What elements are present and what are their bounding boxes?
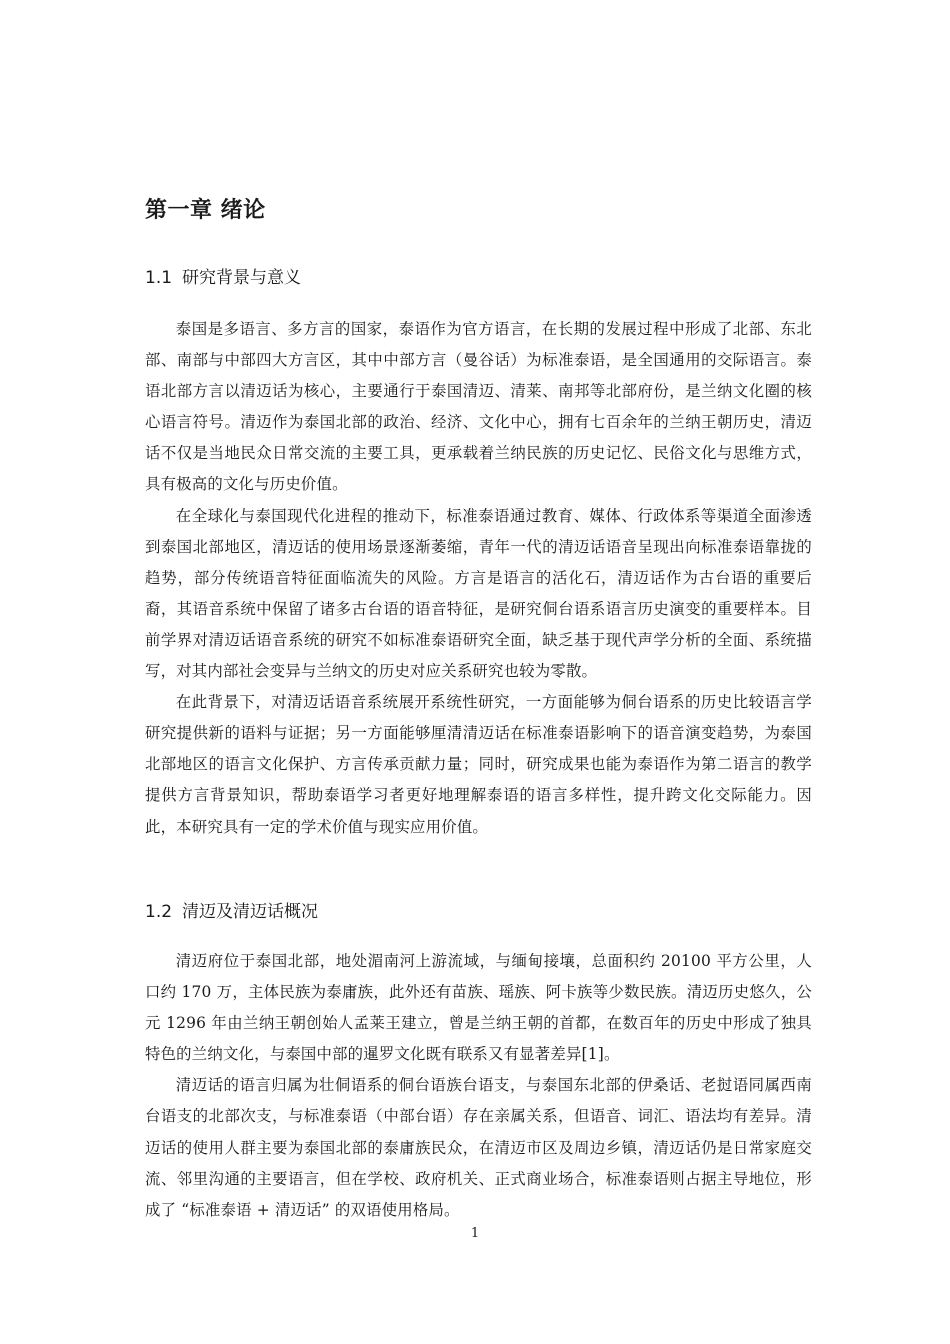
section-number: 1.2 xyxy=(145,902,173,922)
section-1-2-body xyxy=(145,946,812,1226)
paragraph: 清迈府位于泰国北部，地处湄南河上游流域，与缅甸接壤，总面积约 20100 平方公里，人口约 170 万，主体民族为泰庸族，此外还有苗族、瑶族、阿卡族等少数民族。清迈历史悠久，公元 1296 年由兰纳王朝创始人孟莱王建立，曾是兰纳王朝的首都，在数百年的历史中形成了独具特色的兰纳文化，与泰国中部的暹罗文化既有联系又有显著差异[1]。 xyxy=(145,952,812,1064)
section-heading-1-2 xyxy=(145,900,318,924)
paragraph: 清迈话的语言归属为壮侗语系的侗台语族台语支，与泰国东北部的伊桑话、老挝语同属西南台语支的北部次支，与标准泰语（中部台语）存在亲属关系，但语音、词汇、语法均有差异。清迈话的使用人群主要为泰国北部的泰庸族民众，在清迈市区及周边乡镇，清迈话仍是日常家庭交流、邻里沟通的主要语言，但在学校、政府机关、正式商业场合，标准泰语则占据主导地位，形成了 “标准泰语 + 清迈话” 的双语使用格局。 xyxy=(145,1076,812,1219)
section-1-1-body xyxy=(145,314,812,843)
page-number: 1 xyxy=(470,1226,480,1241)
paragraph: 在此背景下，对清迈话语音系统展开系统性研究，一方面能够为侗台语系的历史比较语言学研究提供新的语料与证据；另一方面能够厘清清迈话在标准泰语影响下的语音演变趋势，为泰国北部地区的语言文化保护、方言传承贡献力量；同时，研究成果也能为泰语作为第二语言的教学提供方言背景知识，帮助泰语学习者更好地理解泰语的语言多样性，提升跨文化交际能力。因此，本研究具有一定的学术价值与现实应用价值。 xyxy=(145,693,812,836)
chapter-title: 第一章 绪论 xyxy=(145,198,266,223)
section-title-text: 研究背景与意义 xyxy=(182,268,302,288)
section-title-text: 清迈及清迈话概况 xyxy=(182,902,319,922)
paragraph: 泰国是多语言、多方言的国家，泰语作为官方语言，在长期的发展过程中形成了北部、东北部、南部与中部四大方言区，其中中部方言（曼谷话）为标准泰语，是全国通用的交际语言。泰语北部方言以清迈话为核心，主要通行于泰国清迈、清莱、南邦等北部府份，是兰纳文化圈的核心语言符号。清迈作为泰国北部的政治、经济、文化中心，拥有七百余年的兰纳王朝历史，清迈话不仅是当地民众日常交流的主要工具，更承载着兰纳民族的历史记忆、民俗文化与思维方式，具有极高的文化与历史价值。 xyxy=(145,320,812,494)
section-heading-1-1 xyxy=(145,266,301,290)
section-number: 1.1 xyxy=(145,268,173,288)
paragraph: 在全球化与泰国现代化进程的推动下，标准泰语通过教育、媒体、行政体系等渠道全面渗透到泰国北部地区，清迈话的使用场景逐渐萎缩，青年一代的清迈话语音呈现出向标准泰语靠拢的趋势，部分传统语音特征面临流失的风险。方言是语言的活化石，清迈话作为古台语的重要后裔，其语音系统中保留了诸多古台语的语音特征，是研究侗台语系语言历史演变的重要样本。目前学界对清迈话语音系统的研究不如标准泰语研究全面，缺乏基于现代声学分析的全面、系统描写，对其内部社会变异与兰纳文的历史对应关系研究也较为零散。 xyxy=(145,506,812,681)
